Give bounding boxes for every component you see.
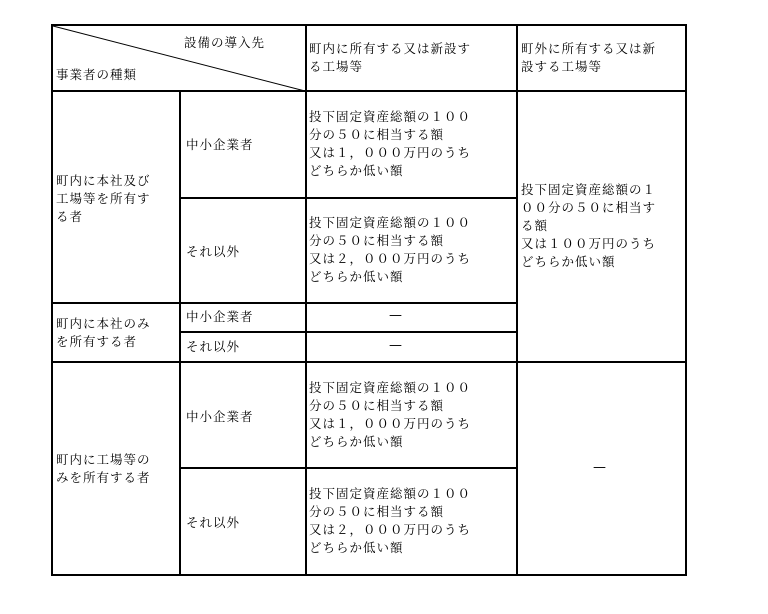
row-divider-g1-end [51, 302, 518, 304]
table-border-right [685, 24, 687, 576]
g2-sme-amount: — [389, 308, 402, 323]
g3-other-label: それ以外 [186, 515, 241, 530]
row-divider-g3-mid [179, 467, 518, 469]
g3-other-amount: 投下固定資産総額の１００ 分の５０に相当する額 又は２，０００万円のうち どちらか低い額 [309, 486, 472, 555]
col-header-in-town: 町内に所有する又は新設す る工場等 [309, 41, 472, 74]
col-header-out-town: 町外に所有する又は新 設する工場等 [521, 41, 657, 74]
g2-other-label: それ以外 [186, 339, 241, 354]
g1-sme-amount: 投下固定資産総額の１００ 分の５０に相当する額 又は１，０００万円のうち どちらか低い額 [309, 109, 472, 178]
g1-other-amount: 投下固定資産総額の１００ 分の５０に相当する額 又は２，０００万円のうち どちらか低い額 [309, 215, 472, 284]
table-border-bottom [51, 574, 687, 576]
row-divider-g2-mid [179, 331, 518, 333]
out-town-g3-amount: — [593, 460, 606, 475]
row-divider-g1-mid [179, 197, 518, 199]
corner-bottom-label: 事業者の種類 [56, 67, 138, 82]
g1-sme-label: 中小企業者 [186, 137, 254, 152]
g3-sme-label: 中小企業者 [186, 409, 254, 424]
row-label-group2: 町内に本社のみ を所有する者 [56, 316, 151, 349]
col-divider-1 [179, 91, 181, 576]
out-town-g12-amount: 投下固定資産総額の１ ００分の５０に相当す る額 又は１００万円のうち どちらか低い額 [521, 182, 657, 269]
row-label-group3: 町内に工場等の みを所有する者 [56, 452, 151, 485]
col-divider-3 [516, 24, 518, 576]
g3-sme-amount: 投下固定資産総額の１００ 分の５０に相当する額 又は１，０００万円のうち どちらか低い額 [309, 380, 472, 449]
table-border-left [51, 24, 53, 576]
col-divider-2 [305, 24, 307, 576]
g2-sme-label: 中小企業者 [186, 309, 254, 324]
row-label-group1: 町内に本社及び 工場等を所有す る者 [56, 173, 151, 224]
g2-other-amount: — [389, 338, 402, 353]
row-divider-g2-end [51, 361, 687, 363]
corner-top-label: 設備の導入先 [184, 35, 266, 50]
g1-other-label: それ以外 [186, 244, 241, 259]
